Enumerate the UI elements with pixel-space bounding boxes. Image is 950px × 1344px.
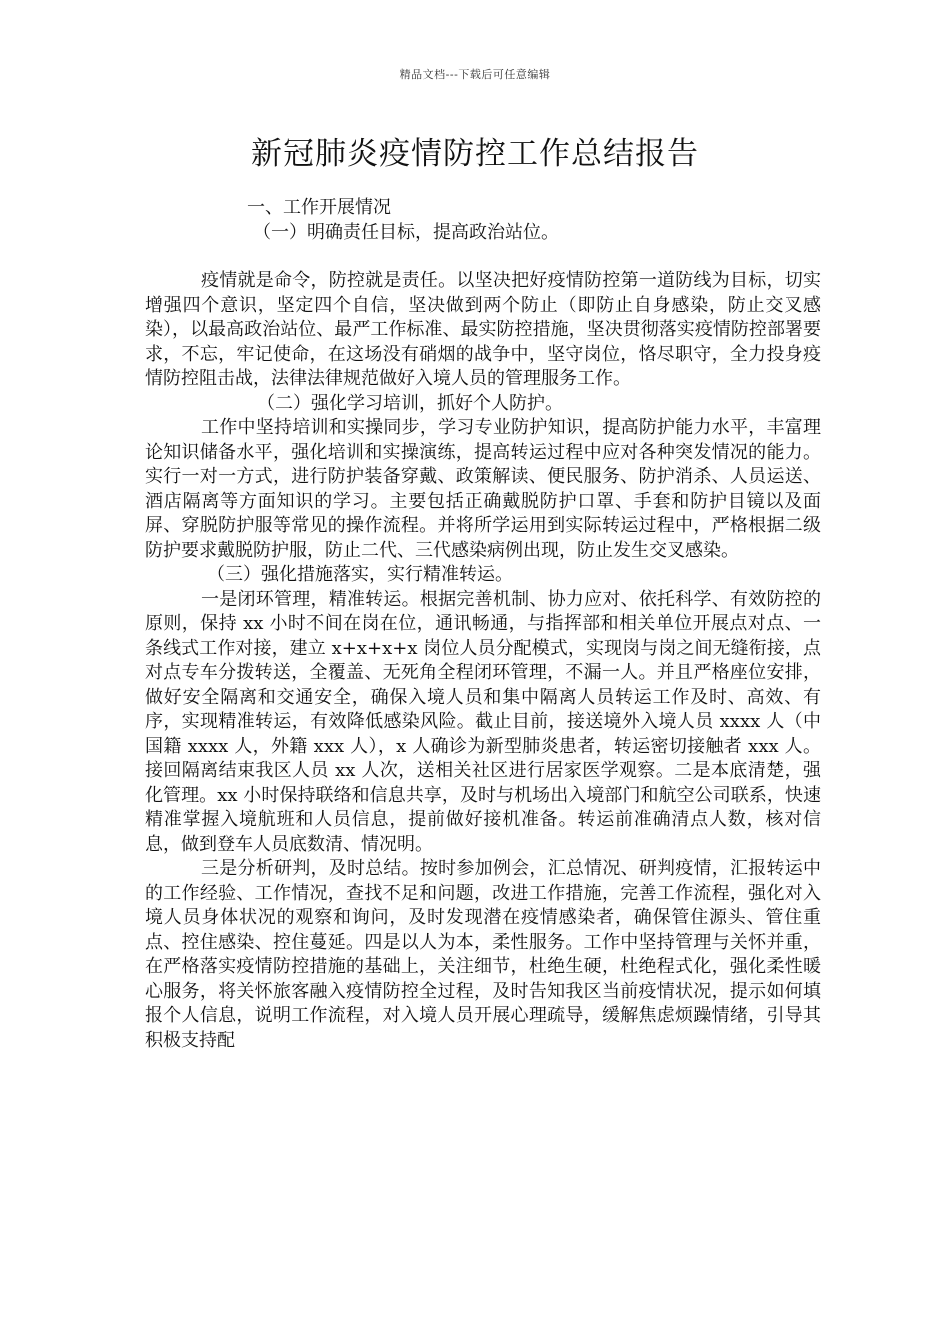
subsection-heading-2: （二）强化学习培训，抓好个人防护。 <box>257 392 563 414</box>
section-heading-1: 一、工作开展情况 <box>247 197 391 218</box>
paragraph-2: 工作中坚持培训和实操同步，学习专业防护知识，提高防护能力水平，丰富理论知识储备水平，强化培训和实操演练，提高转运过程中应对各种突发情况的能力。实行一对一方式，进行防护装备穿戴、政策解读、便民服务、防护消杀、人员运送、酒店隔离等方面知识的学习。主要包括正确戴脱防护口罩、手套和防护目镜以及面屏、穿脱防护服等常见的操作流程。并将所学运用到实际转运过程中，严格根据二级防护要求戴脱防护服，防止二代、三代感染病例出现，防止发生交叉感染。 <box>145 417 821 561</box>
paragraph-1: 疫情就是命令，防控就是责任。以坚决把好疫情防控第一道防线为目标，切实增强四个意识，坚定四个自信，坚决做到两个防止（即防止自身感染，防止交叉感染），以最高政治站位、最严工作标准、最实防控措施，坚决贯彻落实疫情防控部署要求，不忘，牢记使命，在这场没有硝烟的战争中，坚守岗位，恪尽职守，全力投身疫情防控阻击战，法律法律规范做好入境人员的管理服务工作。 <box>145 270 821 389</box>
page-header-note: 精品文档---下载后可任意编辑 <box>399 68 551 81</box>
subsection-heading-1: （一）明确责任目标，提高政治站位。 <box>253 221 559 243</box>
document-body <box>145 196 821 1053</box>
document-title: 新冠肺炎疫情防控工作总结报告 <box>251 136 699 172</box>
paragraph-gap <box>145 245 821 269</box>
subsection-heading-3: （三）强化措施落实，实行精准转运。 <box>207 564 513 585</box>
paragraph-4: 三是分析研判，及时总结。按时参加例会，汇总情况、研判疫情，汇报转运中的工作经验、工作情况，查找不足和问题，改进工作措施，完善工作流程，强化对入境人员身体状况的观察和询问，及时发现潜在疫情感染者，确保管住源头、管住重点、控住感染、控住蔓延。四是以人为本，柔性服务。工作中坚持管理与关怀并重，在严格落实疫情防控措施的基础上，关注细节，杜绝生硬，杜绝程式化，强化柔性暖心服务，将关怀旅客融入疫情防控全过程，及时告知我区当前疫情状况，提示如何填报个人信息，说明工作流程，对入境人员开展心理疏导，缓解焦虑烦躁情绪，引导其积极支持配 <box>145 858 821 1051</box>
paragraph-3: 一是闭环管理，精准转运。根据完善机制、协力应对、依托科学、有效防控的原则，保持 xx 小时不间在岗在位，通讯畅通，与指挥部和相关单位开展点对点、一条线式工作对接，建立 x+x+x+x 岗位人员分配模式，实现岗与岗之间无缝衔接，点对点专车分拨转送，全覆盖、无死角全程闭环管理，不漏一人。并且严格座位安排，做好安全隔离和交通安全，确保入境人员和集中隔离人员转运工作及时、高效、有序，实现精准转运，有效降低感染风险。截止目前，接送境外入境人员 xxxx 人（中国籍 xxxx 人，外籍 xxx 人），x 人确诊为新型肺炎患者，转运密切接触者 xxx 人。接回隔离结束我区人员 xx 人次，送相关社区进行居家医学观察。二是本底清楚，强化管理。xx 小时保持联络和信息共享，及时与机场出入境部门和航空公司联系，快速精准掌握入境航班和人员信息，提前做好接机准备。转运前准确清点人数，核对信息，做到登车人员底数清、情况明。 <box>145 588 821 855</box>
